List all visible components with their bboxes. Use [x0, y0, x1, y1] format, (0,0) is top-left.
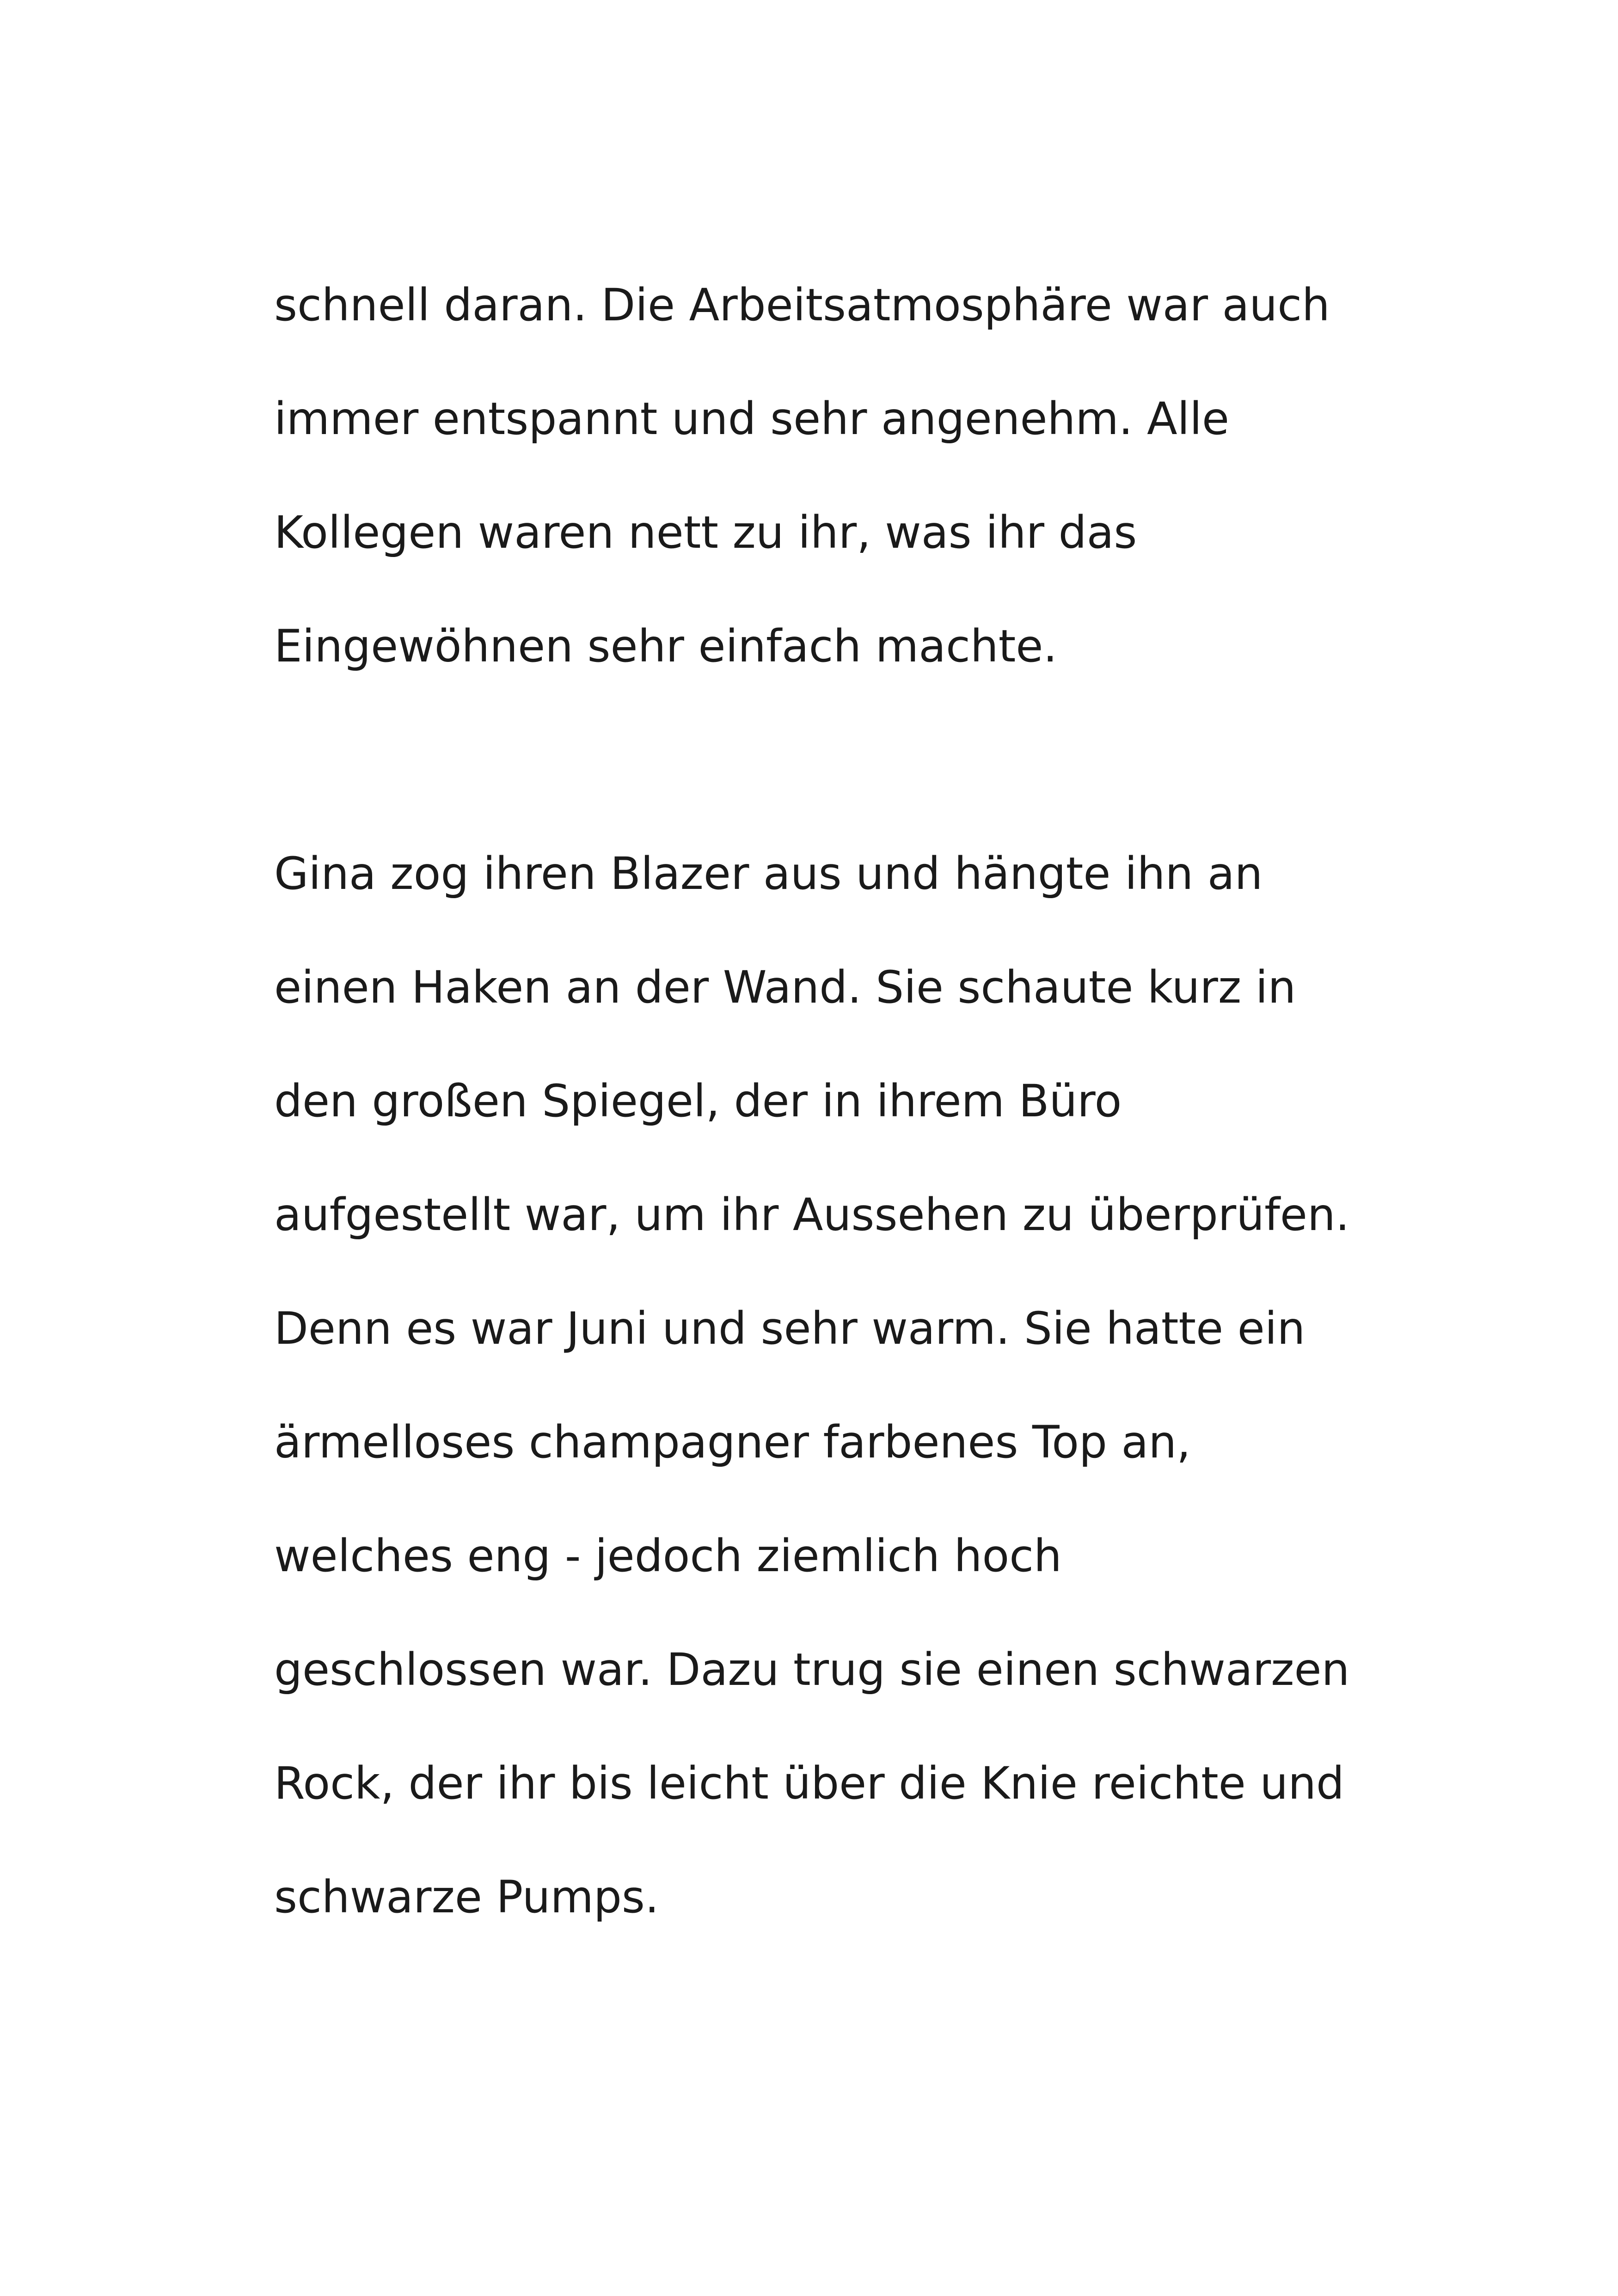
paragraph-2-line-3: den großen Spiegel, der in ihrem Büro	[274, 1075, 1122, 1127]
paragraph-2-line-8: geschlossen war. Dazu trug sie einen schwarzen	[274, 1644, 1350, 1696]
paragraph-2-line-10: schwarze Pumps.	[274, 1871, 659, 1923]
paragraph-1-line-1: schnell daran. Die Arbeitsatmosphäre war auch	[274, 279, 1330, 331]
paragraph-2-line-9: Rock, der ihr bis leicht über die Knie reichte und	[274, 1757, 1344, 1809]
paragraph-2-line-4: aufgestellt war, um ihr Aussehen zu überprüfen.	[274, 1189, 1350, 1241]
paragraph-2-line-7: welches eng - jedoch ziemlich hoch	[274, 1530, 1062, 1582]
paragraph-1-line-3: Kollegen waren nett zu ihr, was ihr das	[274, 507, 1137, 558]
paragraph-2-line-6: ärmelloses champagner farbenes Top an,	[274, 1416, 1191, 1468]
paragraph-1-line-4: Eingewöhnen sehr einfach machte.	[274, 620, 1057, 672]
paragraph-1-line-2: immer entspannt und sehr angenehm. Alle	[274, 393, 1230, 445]
paragraph-2-line-2: einen Haken an der Wand. Sie schaute kurz in	[274, 961, 1296, 1013]
paragraph-2-line-5: Denn es war Juni und sehr warm. Sie hatte ein	[274, 1303, 1305, 1354]
paragraph-2-line-1: Gina zog ihren Blazer aus und hängte ihn an	[274, 848, 1263, 900]
